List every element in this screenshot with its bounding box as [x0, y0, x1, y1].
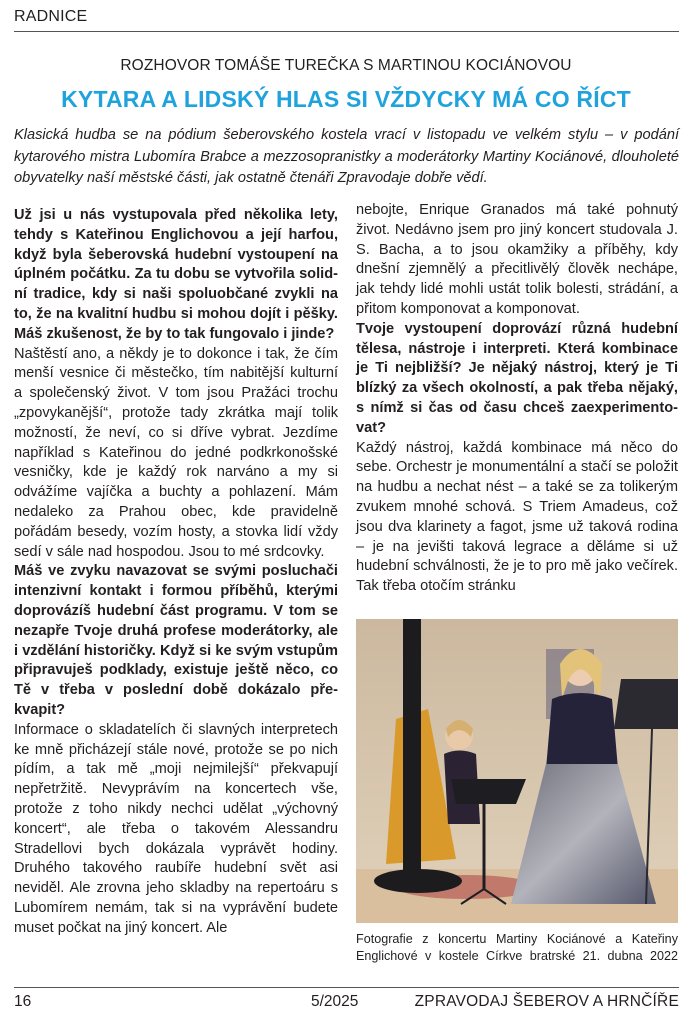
interview-question: Tvoje vystoupení doprovází různá hudební tělesa, nástroje i interpreti. Která kombinace je Ti nejbližší? Je nějaký nástroj, který je Ti blízký za všech okolností, a pak třeba nějaký, s nímž si čas od času chceš zaexperimentovat?: [356, 320, 678, 436]
publication-name: ZPRAVODAJ ŠEBEROV A HRNČÍŘE: [414, 993, 679, 1010]
interview-answer: Naštěstí ano, a někdy je to dokonce i tak, že čím menší vesnice či městečko, tím nabitější kulturní a společenský život. V tom jsou Pražáci trochu „zpovykanější“, protože tady zkrátka mají tolik možností, že neví, co si dříve vybrat. Jezdíme například s Kateřinou do jedné podkrkonošské vesničky, kde je každý rok narváno a my si odvážíme vajíčka a buchty a pohlazení. Mám nedaleko za Prahou obec, kde pravidelně pořádám besedy, vozím hosty, a stovka lidí vždy sedí v sále nad hospodou. Jsou to mé srdcovky.: [14, 345, 338, 560]
page-number: 16: [14, 993, 32, 1010]
concert-photo: [356, 619, 678, 923]
interview-question: Už jsi u nás vystupovala před několika lety, tehdy s Kateřinou Englichovou a její harfou, když byla šeberovská hudební vystoupení na úplném počátku. Za tu dobu se vytvořila solidní tradice, kdy si naši spoluobčané zvykli na to, že na kvalitní hudbu si mohou dojít i pěšky. Máš zkušenost, že by to tak fungovalo i jinde?: [14, 207, 338, 342]
concert-photo-illustration: [356, 619, 678, 923]
interview-answer: Informace o skladatelích či slavných interpretech ke mně přicházejí stále nové, protože se po nich pídím, a tak mě „moji nejmilejší“ překvapují nepřetržitě. Nevyprávím na koncertech vše, protože z toho nikdy nechci udělat „výchovný koncert“, ale třeba o takovém Alessandru Stradellovi bych dokázala vyprávět hodiny. Druhého takového raubíře hudební svět asi neviděl. Ale zrovna jeho skladby na repertoáru s Lubomírem nemám, tak si na vyprávění budete muset počkat na jiný koncert. Ale: [14, 721, 338, 936]
header-rule: [14, 31, 679, 32]
photo-caption: Fotografie z koncertu Martiny Kociánové a Kateřiny Englichové v kostele Církve bratrské 21. dubna 2022: [356, 932, 678, 963]
interview-answer: Každý nástroj, každá kombinace má něco do sebe. Orchestr je monumentální a stačí se položit na hudbu a nechat nést – a také se za tolikerým zvukem mnohé schová. S Triem Amadeus, což jsou dva klarinety a fagot, jsme už taková rodina – je na jevišti taková legrace a děláme si už hudební schválnosti, že je to pro mě jako večírek. Tak třeba otočím stránku: [356, 439, 678, 595]
singer-blouse: [546, 693, 618, 769]
music-stand-front: [451, 779, 526, 804]
article-column-left: [14, 206, 338, 938]
article-kicker: ROZHOVOR TOMÁŠE TUREČKA S MARTINOU KOCIÁNOVOU: [120, 57, 572, 74]
harp-base: [374, 869, 462, 893]
issue-number: 5/2025: [311, 993, 359, 1010]
article-column-right: [356, 201, 678, 597]
interview-answer-continued: nebojte, Enrique Granados má také pohnutý život. Nedávno jsem pro jiný koncert studovala J. S. Bacha, a to jsou okamžiky a příběhy, kdy dnešní zjemnělý a přecitlivělý člověk nechápe, jak tehdy lidé mohli ustát tolik bolesti, strádání, a přitom komponovat a komponovat.: [356, 202, 678, 317]
footer-rule: [14, 987, 679, 988]
music-stand-right: [614, 679, 678, 729]
interview-question: Máš ve zvyku navazovat se svými posluchači intenzivní kontakt i formou příběhů, kterými doprovázíš hudební část programu. V tom se nezapře Tvoje druhá profese moderátorky, ale i vzdělání historičky. Když si ke svým vstupům připravuješ podklady, existuje ještě něco, co Tě v třeba v poslední době dokázalo překvapit?: [14, 563, 338, 718]
harp-column: [403, 619, 421, 874]
article-headline: KYTARA A LIDSKÝ HLAS SI VŽDYCKY MÁ CO ŘÍCT: [61, 86, 631, 112]
article-lead: Klasická hudba se na pódium šeberovského kostela vrací v listopadu ve velkém stylu – v podání kytarového mistra Lubomíra Brabce a mezzosopranistky a moderátorky Martiny Kociánové, dlouholeté obyvatelky naší městské části, jak ostatně čtenáři Zpravodaje dobře vědí.: [14, 127, 679, 186]
section-label: RADNICE: [14, 8, 88, 25]
